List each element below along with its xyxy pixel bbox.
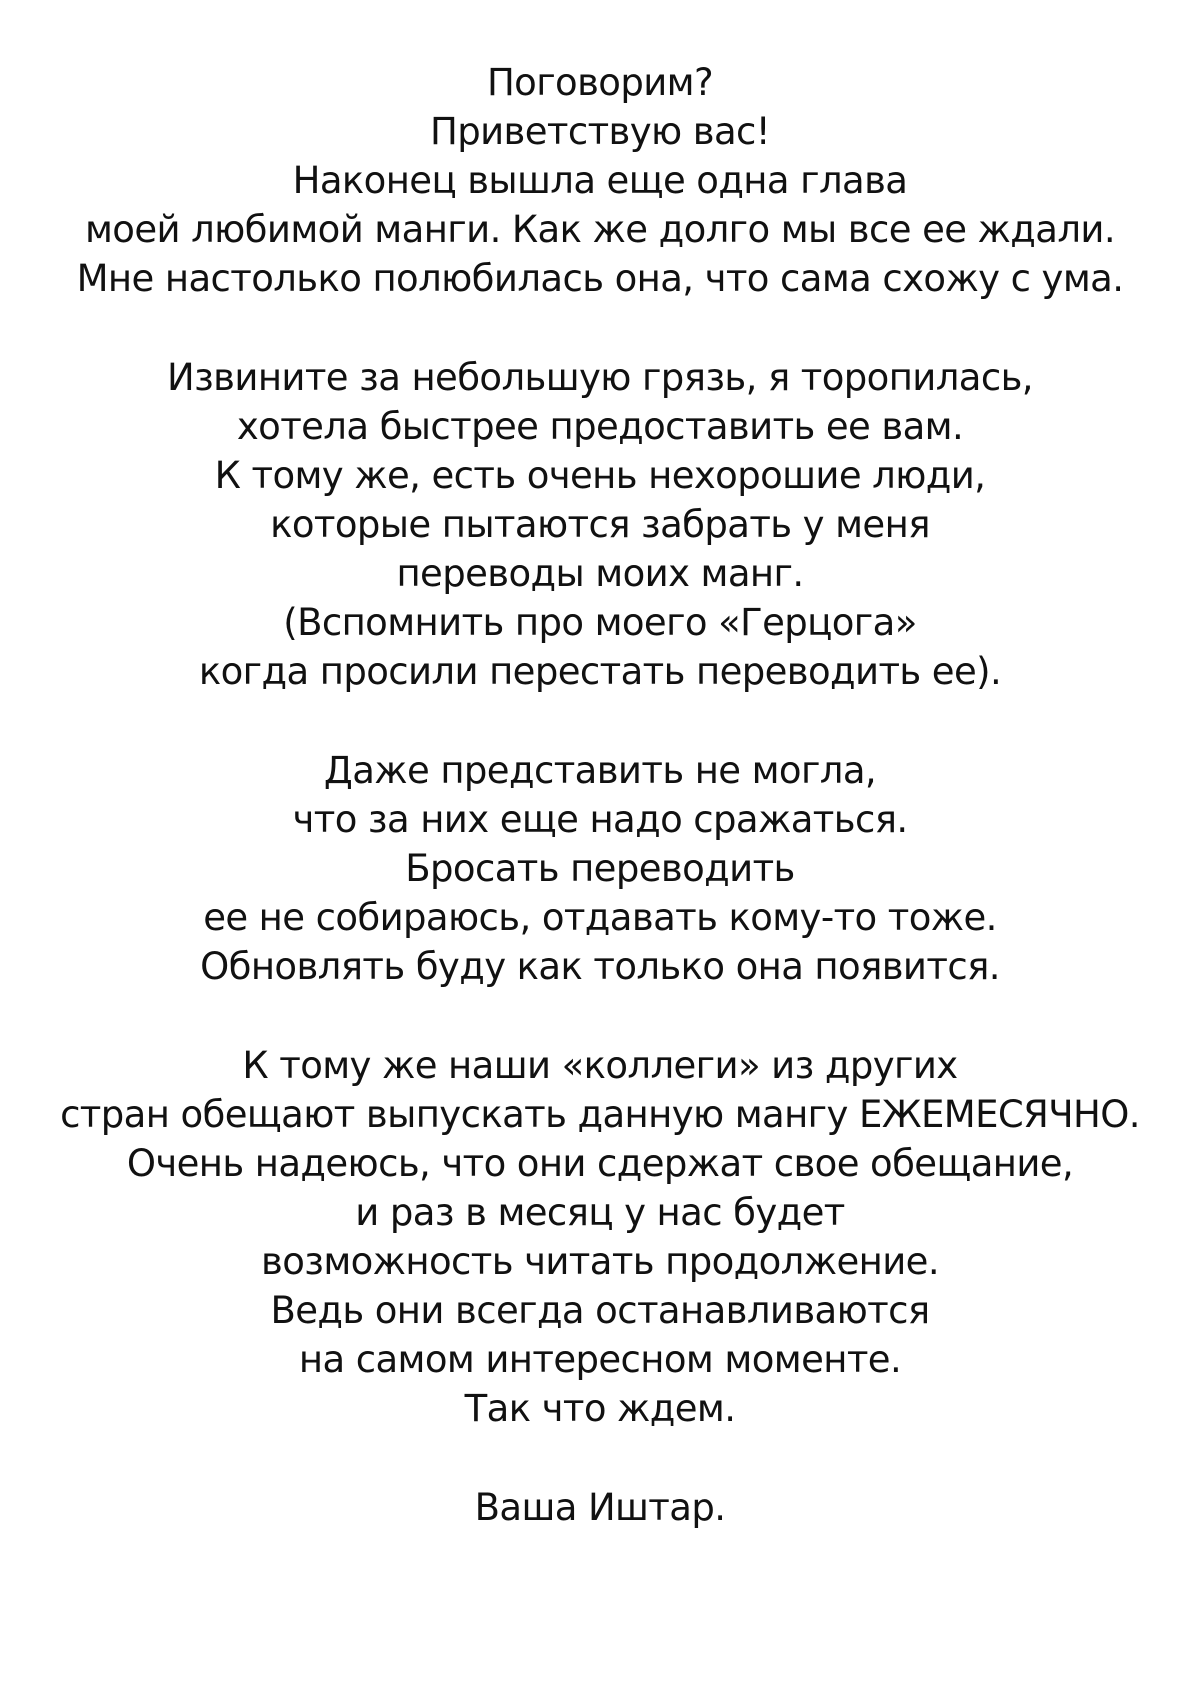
letter-body <box>0 58 1200 1532</box>
text-line: Так что ждем. <box>464 1387 736 1430</box>
text-line: Очень надеюсь, что они сдержат свое обещание, <box>126 1142 1074 1185</box>
text-line: на самом интересном моменте. <box>298 1338 902 1381</box>
paragraph-colleagues <box>0 1041 1200 1433</box>
text-line: Извините за небольшую грязь, я торопилась, <box>167 356 1033 399</box>
signature: Ваша Иштар. <box>474 1486 726 1529</box>
text-line: когда просили перестать переводить ее). <box>198 650 1002 693</box>
paragraph-resolve <box>0 746 1200 991</box>
text-line: возможность читать продолжение. <box>261 1240 939 1283</box>
signature-block <box>0 1483 1200 1532</box>
text-line: Ведь они всегда останавливаются <box>270 1289 930 1332</box>
text-line: что за них еще надо сражаться. <box>292 798 908 841</box>
text-line: Даже представить не могла, <box>323 749 877 792</box>
text-line: и раз в месяц у нас будет <box>355 1191 845 1234</box>
text-line: К тому же, есть очень нехорошие люди, <box>214 454 986 497</box>
text-line: Бросать переводить <box>405 847 795 890</box>
paragraph-apology <box>0 353 1200 696</box>
paragraph-intro <box>0 58 1200 303</box>
text-line: ее не собираюсь, отдавать кому-то тоже. <box>203 896 997 939</box>
text-line: стран обещают выпускать данную мангу ЕЖЕМЕСЯЧНО. <box>60 1093 1140 1136</box>
text-line: моей любимой манги. Как же долго мы все ее ждали. <box>84 208 1116 251</box>
text-line: К тому же наши «коллеги» из других <box>242 1044 958 1087</box>
text-line: Приветствую вас! <box>429 110 771 153</box>
text-line: хотела быстрее предоставить ее вам. <box>236 405 964 448</box>
text-line: Наконец вышла еще одна глава <box>292 159 908 202</box>
text-line: переводы моих манг. <box>396 552 804 595</box>
text-line: Поговорим? <box>486 61 714 104</box>
text-line: Мне настолько полюбилась она, что сама схожу с ума. <box>76 257 1124 300</box>
text-line: (Вспомнить про моего «Герцога» <box>283 601 917 644</box>
text-line: Обновлять буду как только она появится. <box>200 945 1000 988</box>
text-line: которые пытаются забрать у меня <box>270 503 930 546</box>
